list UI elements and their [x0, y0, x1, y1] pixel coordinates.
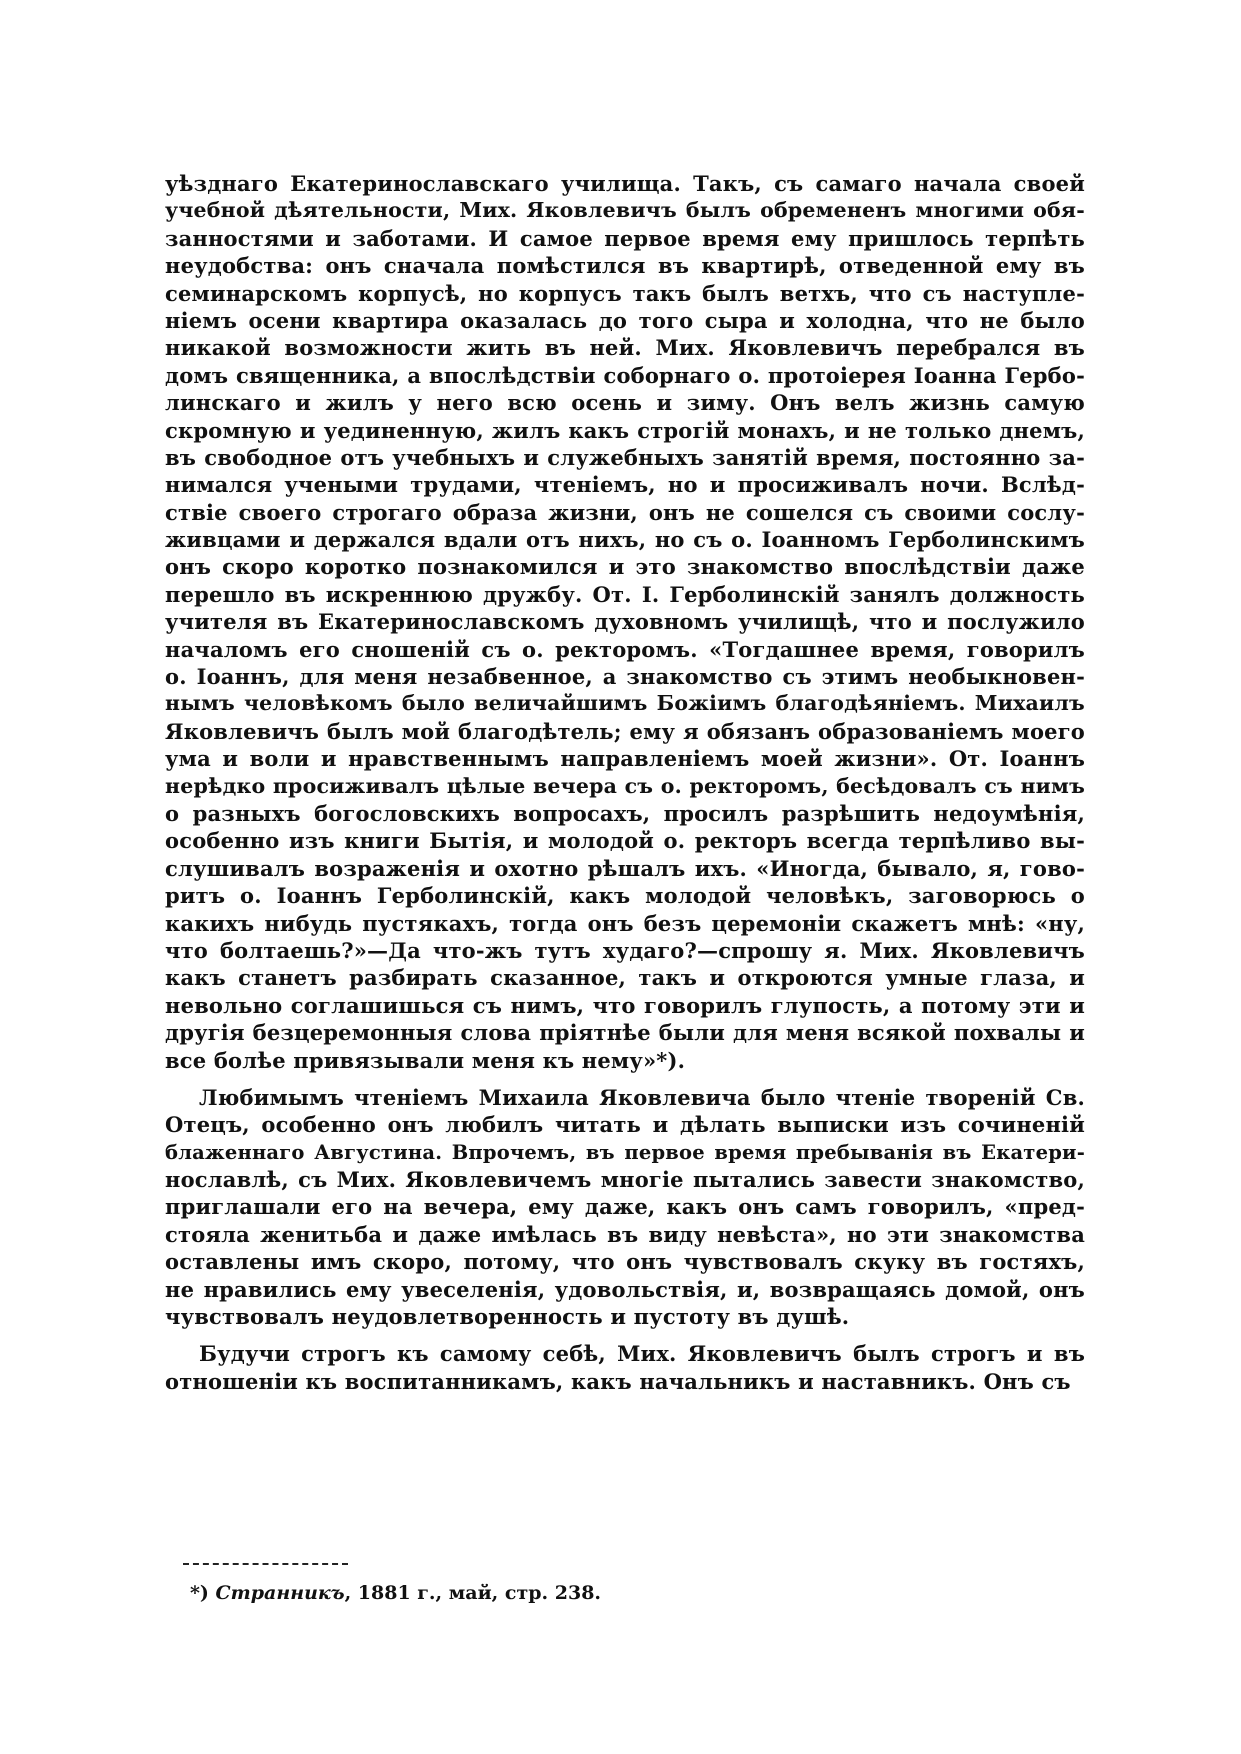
text-line: ритъ о. Іоаннъ Герболинскій, какъ молодой человѣкъ, заговорюсь о	[165, 883, 1085, 909]
text-line: скромную и уединенную, жилъ какъ строгій монахъ, и не только днемъ,	[165, 417, 1085, 443]
text-line: другія безцеремонныя слова пріятнѣе были для меня всякой похвалы и	[165, 1020, 1085, 1046]
text-line: о разныхъ богословскихъ вопросахъ, просилъ разрѣшить недоумѣнія,	[165, 800, 1085, 826]
text-line: неудобства: онъ сначала помѣстился въ квартирѣ, отведенной ему въ	[165, 253, 1085, 279]
text-line: нерѣдко просиживалъ цѣлые вечера съ о. ректоромъ, бесѣдовалъ съ нимъ	[165, 773, 1085, 798]
main-text	[165, 170, 1085, 1395]
paragraph	[165, 1340, 1085, 1395]
text-line: невольно соглашишься съ нимъ, что говорилъ глупость, а потому эти и	[165, 992, 1085, 1018]
footnote-marker: *)	[190, 1582, 216, 1604]
text-line: слушивалъ возраженія и охотно рѣшалъ ихъ. «Иногда, бывало, я, гово-	[165, 855, 1085, 881]
text-line: ствіе своего строгаго образа жизни, онъ не сошелся съ своими сослу-	[165, 499, 1085, 525]
text-line: приглашали его на вечера, ему даже, какъ онъ самъ говорилъ, «пред-	[165, 1194, 1085, 1220]
text-line: учебной дѣятельности, Мих. Яковлевичъ былъ обремененъ многими обя-	[165, 198, 1085, 223]
text-line: домъ священника, а впослѣдствіи соборнаго о. протоіерея Іоанна Гербо-	[165, 362, 1085, 388]
text-line: не нравились ему увеселенія, удовольствія, и, возвращаясь домой, онъ	[165, 1276, 1085, 1302]
text-line: нославлѣ, съ Мих. Яковлевичемъ многіе пытались завести знакомство,	[165, 1167, 1085, 1193]
paragraph-gap	[165, 1074, 1085, 1084]
text-line: онъ скоро коротко познакомился и это знакомство впослѣдствіи даже	[165, 554, 1085, 580]
text-line: Будучи строгъ къ самому себѣ, Мих. Яковлевичъ былъ строгъ и въ	[199, 1341, 1085, 1367]
text-line: въ свободное отъ учебныхъ и служебныхъ занятій время, постоянно за-	[165, 444, 1085, 470]
paragraph-gap	[165, 1330, 1085, 1340]
text-line: какихъ нибудь пустякахъ, тогда онъ безъ церемоніи скажетъ мнѣ: «ну,	[165, 910, 1085, 936]
paragraph	[165, 1084, 1085, 1331]
text-line: особенно изъ книги Бытія, и молодой о. ректоръ всегда терпѣливо вы-	[165, 828, 1085, 854]
text-line: ума и воли и нравственнымъ направленіемъ моей жизни». От. Іоаннъ	[165, 746, 1085, 772]
footnote-details: , 1881 г., май, стр. 238.	[344, 1582, 602, 1604]
text-line: Яковлевичъ былъ мой благодѣтель; ему я обязанъ образованіемъ моего	[165, 718, 1085, 744]
text-line: нимался учеными трудами, чтеніемъ, но и просиживалъ ночи. Вслѣд-	[165, 472, 1085, 498]
footnote	[190, 1582, 601, 1604]
text-line: все болѣе привязывали меня къ нему»*).	[165, 1047, 686, 1073]
text-line: о. Іоаннъ, для меня незабвенное, а знакомство съ этимъ необыкновен-	[165, 664, 1085, 690]
text-line: никакой возможности жить въ ней. Мих. Яковлевичъ перебрался въ	[165, 335, 1085, 361]
text-line: живцами и держался вдали отъ нихъ, но съ о. Іоанномъ Герболинскимъ	[165, 527, 1085, 553]
text-line: Отецъ, особенно онъ любилъ читать и дѣлать выписки изъ сочиненій	[165, 1112, 1085, 1138]
text-line: занностями и заботами. И самое первое время ему пришлось терпѣть	[165, 225, 1085, 251]
text-line: чувствовалъ неудовлетворенность и пустоту въ душѣ.	[165, 1304, 850, 1330]
footnote-source: Странникъ	[215, 1582, 345, 1604]
footnote-rule	[183, 1563, 348, 1565]
text-line: перешло въ искреннюю дружбу. От. І. Герболинскій занялъ должность	[165, 581, 1085, 607]
text-line: Любимымъ чтеніемъ Михаила Яковлевича было чтеніе твореній Св.	[199, 1084, 1085, 1110]
text-line: отношеніи къ воспитанникамъ, какъ начальникъ и наставникъ. Онъ съ	[165, 1368, 1071, 1394]
text-line: линскаго и жилъ у него всю осень и зиму. Онъ велъ жизнь самую	[165, 390, 1085, 416]
text-line: учителя въ Екатеринославскомъ духовномъ училищѣ, что и послужило	[165, 609, 1085, 635]
text-line: какъ станетъ разбирать сказанное, такъ и откроются умные глаза, и	[165, 965, 1085, 991]
text-line: началомъ его сношеній съ о. ректоромъ. «Тогдашнее время, говорилъ	[165, 636, 1085, 662]
text-line: семинарскомъ корпусѣ, но корпусъ такъ былъ ветхъ, что съ наступле-	[165, 280, 1085, 306]
text-line: оставлены имъ скоро, потому, что онъ чувствовалъ скуку въ гостяхъ,	[165, 1249, 1085, 1275]
text-line: стояла женитьба и даже имѣлась въ виду невѣста», но эти знакомства	[165, 1221, 1085, 1247]
text-line: ніемъ осени квартира оказалась до того сыра и холодна, что не было	[165, 307, 1085, 333]
paragraph	[165, 170, 1085, 1074]
text-line: блаженнаго Августина. Впрочемъ, въ первое время пребыванія въ Екатери-	[165, 1140, 1085, 1164]
text-line: уѣзднаго Екатеринославскаго училища. Такъ, съ самаго начала своей	[165, 171, 1085, 196]
text-line: что болтаешь?»—Да что-жъ тутъ худаго?—спрошу я. Мих. Яковлевичъ	[165, 937, 1085, 963]
text-line: нымъ человѣкомъ было величайшимъ Божіимъ благодѣяніемъ. Михаилъ	[165, 691, 1085, 716]
